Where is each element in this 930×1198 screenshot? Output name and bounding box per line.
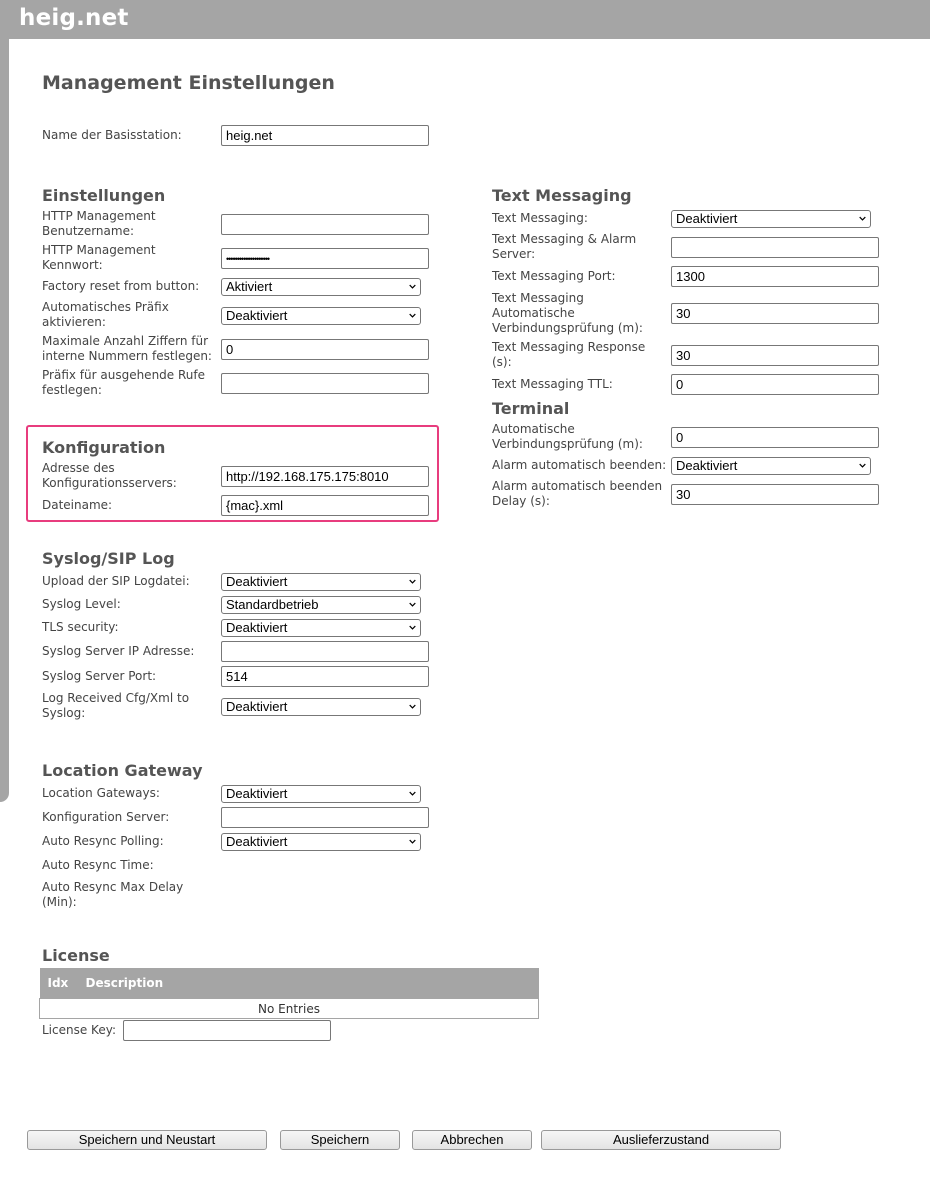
http-pass-label: HTTP Management Kennwort: [42,243,156,272]
page-title: Management Einstellungen [42,72,335,94]
alarm-delay-input[interactable] [671,484,879,505]
auto-resync-polling-select[interactable] [221,833,421,851]
chevron-down-icon [409,703,416,710]
chevron-down-icon [409,838,416,845]
syslog-level-label: Syslog Level: [42,597,121,611]
license-table [39,968,539,1019]
syslog-ip-input[interactable] [221,641,429,662]
http-user-input[interactable] [221,214,429,235]
tm-alarm-server-input[interactable] [671,237,879,258]
terminal-heading: Terminal [492,399,570,418]
log-received-select[interactable] [221,698,421,716]
auto-prefix-label: Automatisches Präfix aktivieren: [42,300,169,329]
config-server-label: Adresse des Konfigurationsservers: [42,461,177,490]
tm-ttl-input[interactable] [671,374,879,395]
text-messaging-select[interactable] [671,210,871,228]
outgoing-prefix-label: Präfix für ausgehende Rufe festlegen: [42,368,205,397]
tm-port-label: Text Messaging Port: [492,269,616,283]
syslog-ip-label: Syslog Server IP Adresse: [42,644,195,658]
alarm-end-select[interactable] [671,457,871,475]
tm-ttl-label: Text Messaging TTL: [492,377,613,391]
factory-reset-label: Factory reset from button: [42,279,200,293]
filename-label: Dateiname: [42,498,113,512]
location-gateways-select[interactable] [221,785,421,803]
logo: heig.net [19,5,129,31]
chevron-down-icon [409,601,416,608]
license-table-header [40,968,539,999]
auto-resync-polling-label: Auto Resync Polling: [42,834,164,848]
location-config-server-input[interactable] [221,807,429,828]
factory-reset-select[interactable] [221,278,421,296]
syslog-port-input[interactable] [221,666,429,687]
http-user-label: HTTP Management Benutzername: [42,209,156,238]
location-gateways-select-value: Deaktiviert [226,786,288,801]
tm-auto-check-label: Text Messaging Automatische Verbindungsprüfung (m): [492,291,643,335]
terminal-auto-check-input[interactable] [671,427,879,448]
sip-upload-label: Upload der SIP Logdatei: [42,574,190,588]
filename-input[interactable] [221,495,429,516]
chevron-down-icon [409,283,416,290]
chevron-down-icon [409,578,416,585]
tls-label: TLS security: [42,620,119,634]
syslog-heading: Syslog/SIP Log [42,549,175,568]
syslog-level-select[interactable] [221,596,421,614]
terminal-auto-check-label: Automatische Verbindungsprüfung (m): [492,422,643,451]
max-digits-label: Maximale Anzahl Ziffern für interne Nummern festlegen: [42,334,212,363]
tls-select[interactable] [221,619,421,637]
text-messaging-label: Text Messaging: [492,211,588,225]
save-button[interactable]: Speichern [280,1130,400,1150]
factory-defaults-button[interactable]: Auslieferzustand [541,1130,781,1150]
log-received-label: Log Received Cfg/Xml to Syslog: [42,691,190,720]
text-messaging-select-value: Deaktiviert [676,211,738,226]
tls-select-value: Deaktiviert [226,620,288,635]
sip-upload-select-value: Deaktiviert [226,574,288,589]
tm-response-label: Text Messaging Response (s): [492,340,646,369]
tm-port-input[interactable] [671,266,879,287]
license-key-label: License Key: [42,1023,116,1037]
location-gateways-label: Location Gateways: [42,786,160,800]
tm-alarm-server-label: Text Messaging & Alarm Server: [492,232,637,261]
auto-resync-polling-select-value: Deaktiviert [226,834,288,849]
einstellungen-heading: Einstellungen [42,186,166,205]
left-rail [0,39,9,802]
alarm-delay-label: Alarm automatisch beenden Delay (s): [492,479,663,508]
konfiguration-heading: Konfiguration [42,438,166,457]
auto-prefix-select[interactable] [221,307,421,325]
chevron-down-icon [409,312,416,319]
license-col-description: Description [78,968,539,999]
basestation-name-input[interactable] [221,125,429,146]
sip-upload-select[interactable] [221,573,421,591]
chevron-down-icon [859,215,866,222]
max-digits-input[interactable] [221,339,429,360]
location-heading: Location Gateway [42,761,203,780]
text-messaging-heading: Text Messaging [492,186,632,205]
chevron-down-icon [409,624,416,631]
basestation-label: Name der Basisstation: [42,128,182,142]
license-heading: License [42,946,110,965]
chevron-down-icon [409,790,416,797]
config-server-input[interactable] [221,466,429,487]
http-pass-input[interactable] [221,248,429,269]
license-col-idx: Idx [40,968,78,999]
alarm-end-label: Alarm automatisch beenden: [492,458,667,472]
log-received-select-value: Deaktiviert [226,699,288,714]
table-row [40,999,539,1019]
outgoing-prefix-input[interactable] [221,373,429,394]
top-banner [0,0,930,39]
license-key-input[interactable] [123,1020,331,1041]
alarm-end-select-value: Deaktiviert [676,458,738,473]
tm-response-input[interactable] [671,345,879,366]
tm-auto-check-input[interactable] [671,303,879,324]
cancel-button[interactable]: Abbrechen [412,1130,532,1150]
save-restart-button[interactable]: Speichern und Neustart [27,1130,267,1150]
chevron-down-icon [859,462,866,469]
factory-reset-select-value: Aktiviert [226,279,273,294]
syslog-level-select-value: Standardbetrieb [226,597,319,612]
auto-resync-max-delay-label: Auto Resync Max Delay (Min): [42,880,184,909]
syslog-port-label: Syslog Server Port: [42,669,157,683]
auto-resync-time-label: Auto Resync Time: [42,858,154,872]
location-config-server-label: Konfiguration Server: [42,810,170,824]
license-empty-cell: No Entries [40,999,539,1019]
auto-prefix-select-value: Deaktiviert [226,308,288,323]
